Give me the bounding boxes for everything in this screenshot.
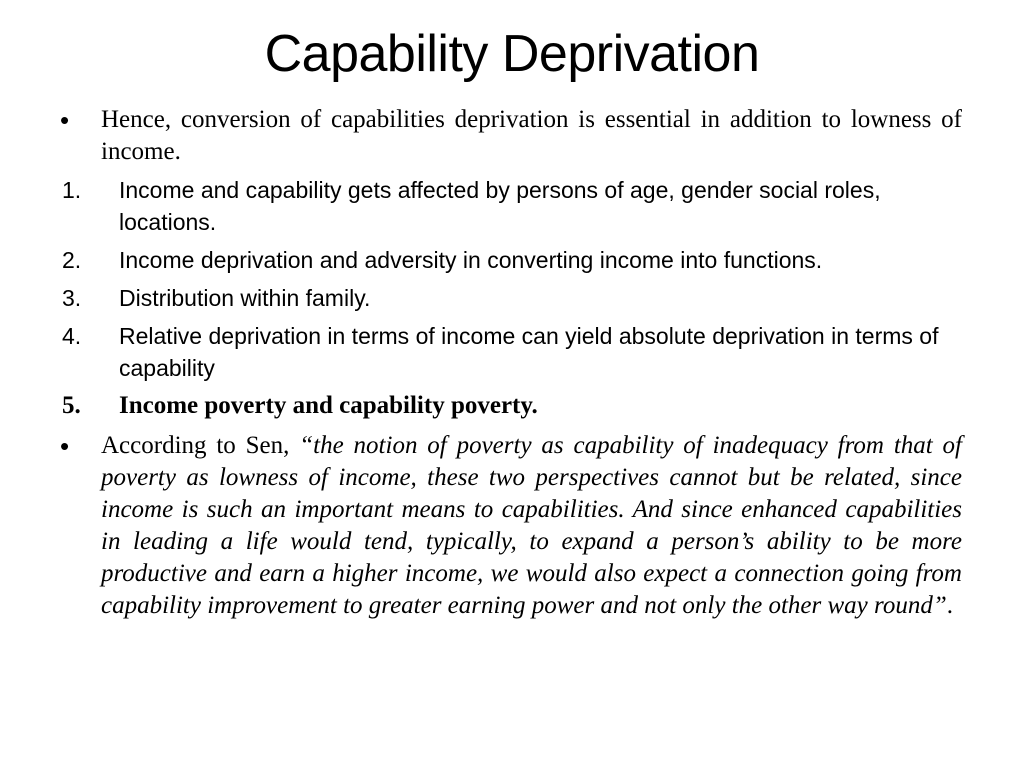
numbered-item-1 xyxy=(56,174,962,238)
bullet-item-sen-quote xyxy=(56,430,962,622)
quote-intro: According to Sen, xyxy=(101,432,300,459)
item-text: Income and capability gets affected by persons of age, gender social roles, locations. xyxy=(119,177,881,235)
slide-title: Capability Deprivation xyxy=(264,25,760,83)
bullet-item-conversion xyxy=(56,104,962,168)
slide-body xyxy=(56,104,962,622)
item-text: Distribution within family. xyxy=(119,285,371,311)
bullet-text: Hence, conversion of capabilities deprivation is essential in addition to lowness of income. xyxy=(101,106,962,165)
item-text: Income poverty and capability poverty. xyxy=(119,392,538,419)
item-text: Relative deprivation in terms of income can yield absolute deprivation in terms of capability xyxy=(119,323,939,381)
item-number: 3. xyxy=(62,285,82,311)
item-number: 5. xyxy=(62,392,81,419)
bullet-icon: • xyxy=(60,105,70,135)
numbered-item-4 xyxy=(56,320,962,384)
quote-paragraph xyxy=(101,430,962,622)
numbered-item-2 xyxy=(56,244,962,276)
numbered-item-3 xyxy=(56,282,962,314)
numbered-item-5 xyxy=(56,390,962,422)
item-number: 2. xyxy=(62,247,82,273)
item-number: 4. xyxy=(62,323,82,349)
quote-end: . xyxy=(946,592,953,619)
item-text: Income deprivation and adversity in converting income into functions. xyxy=(119,247,823,273)
bullet-icon: • xyxy=(60,431,70,461)
sen-quote: “the notion of poverty as capability of inadequacy from that of poverty as lowness of income, these two perspectives cannot but be related, since income is such an important means to capabilities. And since enhanced capabilities in leading a life would tend, typically, to expand a person’s ability to be more productive and earn a higher income, we would also expect a connection going from capability improvement to greater earning power and not only the other way round” xyxy=(101,432,962,619)
item-number: 1. xyxy=(62,177,82,203)
